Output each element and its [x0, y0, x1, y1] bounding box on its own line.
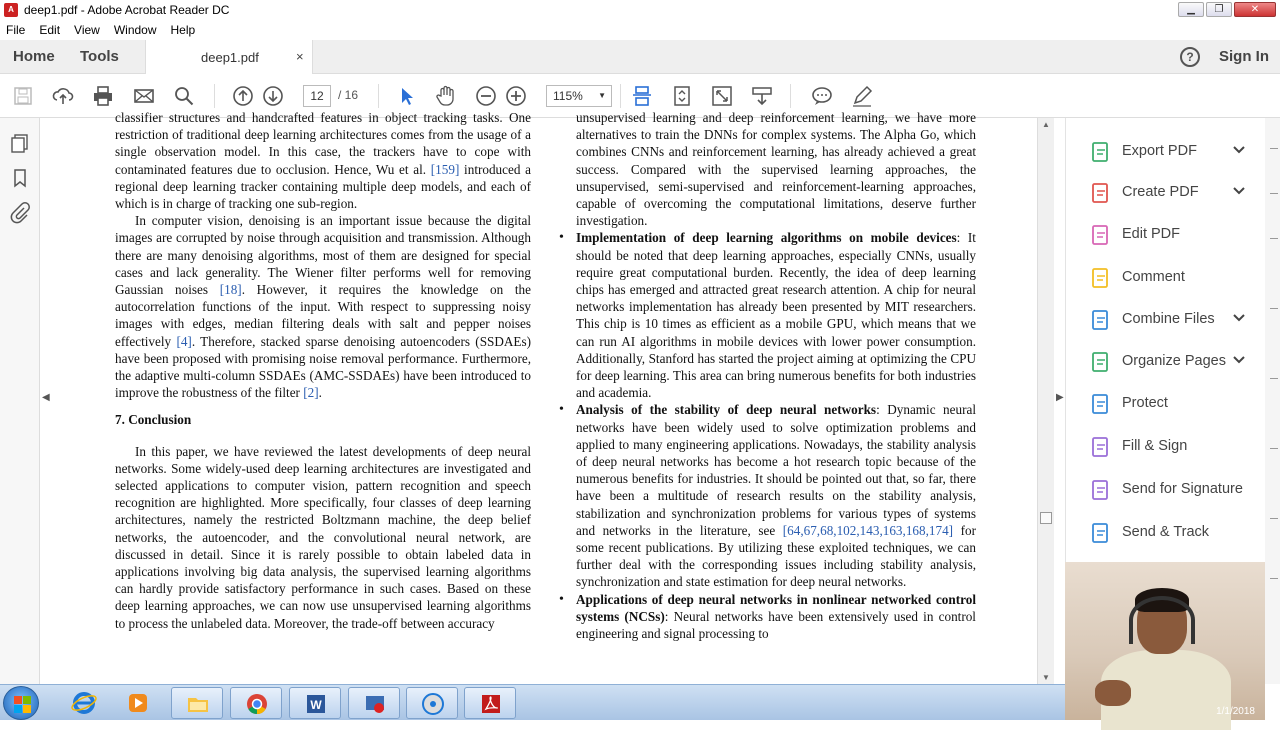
toolbar-divider — [620, 84, 621, 108]
restore-button[interactable]: ❐ — [1206, 2, 1232, 17]
page-column-left — [115, 109, 531, 632]
citation-link[interactable]: [2] — [303, 385, 319, 401]
document-viewport[interactable] — [55, 110, 1037, 684]
fit-page-icon[interactable] — [670, 84, 694, 108]
tool-label: Combine Files — [1122, 311, 1215, 327]
combine-files-icon — [1090, 309, 1112, 331]
chevron-down-icon: ▼ — [598, 91, 606, 100]
tool-organize-pages[interactable] — [1066, 346, 1266, 376]
bullet-item: • Implementation of deep learning algorithms on mobile devices: It should be noted that deep learning approaches, especially CNNs, usually require great computational burden. Recently, the idea of deep learning chips has emerged and attracted great research attention. A chip for neural networks implementation has already been presented by MIT researchers. This chip is 10 times as efficient as a mobile GPU, which means that we can run AI algorithms in mobile devices with lower power consumption. Additionally, Stanford has started the project aiming at optimizing the CPU for deep learning. This area can bring numerous benefits for both industries and academia. — [576, 229, 976, 401]
scroll-mode-icon[interactable] — [630, 84, 654, 108]
tool-protect[interactable] — [1066, 388, 1266, 418]
acrobat-app-icon: A — [4, 3, 18, 17]
create-pdf-icon — [1090, 182, 1112, 204]
menu-help[interactable]: Help — [170, 23, 196, 37]
left-navigation-rail — [0, 118, 40, 684]
menu-bar — [0, 20, 1280, 40]
dvd-icon[interactable] — [406, 687, 458, 719]
webcam-overlay — [1065, 562, 1265, 720]
fullscreen-icon[interactable] — [710, 84, 734, 108]
citation-link[interactable]: [18] — [219, 282, 242, 298]
chevron-down-icon[interactable] — [1232, 311, 1246, 328]
close-window-button[interactable]: ✕ — [1234, 2, 1276, 17]
tool-export-pdf[interactable] — [1066, 136, 1266, 166]
page-down-icon[interactable] — [261, 84, 285, 108]
file-explorer-icon[interactable] — [171, 687, 223, 719]
tool-label: Protect — [1122, 395, 1168, 411]
pages-icon[interactable] — [10, 134, 30, 154]
organize-pages-icon — [1090, 351, 1112, 373]
menu-view[interactable]: View — [74, 23, 100, 37]
internet-explorer-icon[interactable] — [58, 687, 110, 719]
send-signature-icon — [1090, 479, 1112, 501]
bullet-item: • Applications of deep neural networks in nonlinear networked control systems (NCSs): Neural networks have been extensively used in control engineering and signal processing to — [576, 591, 976, 643]
chrome-icon[interactable] — [230, 687, 282, 719]
title-bar — [0, 0, 1280, 20]
page-up-icon[interactable] — [231, 84, 255, 108]
window-title: deep1.pdf - Adobe Acrobat Reader DC — [24, 3, 230, 17]
paragraph: unsupervised learning and deep reinforcement learning, we have more alternatives to train the DNNs for complex systems. The Alpha Go, which combines CNNs and reinforcement learning, has already achieved a great success. Compared with the supervised learning approaches, the unsupervised, semi-supervised and reinforcement-learning approaches, capable of overcoming the computational limitations, deserve further investigation. — [576, 110, 976, 229]
scroll-up-icon[interactable]: ▲ — [1042, 120, 1050, 129]
tool-send-track[interactable] — [1066, 517, 1266, 547]
read-mode-icon[interactable] — [750, 84, 774, 108]
help-icon[interactable]: ? — [1180, 47, 1200, 67]
word-icon[interactable] — [289, 687, 341, 719]
edit-pdf-icon — [1090, 224, 1112, 246]
protect-icon — [1090, 393, 1112, 415]
export-pdf-icon — [1090, 141, 1112, 163]
tool-label: Send & Track — [1122, 524, 1210, 540]
menu-edit[interactable]: Edit — [39, 23, 61, 37]
tab-home[interactable]: Home — [13, 48, 55, 65]
screen-recorder-icon[interactable] — [348, 687, 400, 719]
tab-bar — [0, 40, 1280, 74]
tool-send-for-signature[interactable] — [1066, 474, 1266, 504]
pen-icon[interactable] — [850, 84, 874, 108]
svg-text:W: W — [310, 698, 322, 712]
toolbar-divider — [214, 84, 215, 108]
comment-icon — [1090, 267, 1112, 289]
media-player-icon[interactable] — [112, 687, 164, 719]
minimize-button[interactable]: ▁ — [1178, 2, 1204, 17]
tool-comment[interactable] — [1066, 262, 1266, 292]
section-heading: 7. Conclusion — [115, 412, 192, 428]
tool-label: Comment — [1122, 269, 1185, 285]
scroll-down-icon[interactable]: ▼ — [1042, 673, 1050, 682]
tool-create-pdf[interactable] — [1066, 177, 1266, 207]
save-icon[interactable] — [11, 84, 35, 108]
fill-sign-icon — [1090, 436, 1112, 458]
select-cursor-icon[interactable] — [394, 84, 418, 108]
chevron-down-icon[interactable] — [1232, 143, 1246, 160]
send-track-icon — [1090, 522, 1112, 544]
chevron-down-icon[interactable] — [1232, 184, 1246, 201]
tab-tools[interactable]: Tools — [80, 48, 119, 65]
tool-fill-sign[interactable] — [1066, 431, 1266, 461]
toolbar-divider — [378, 84, 379, 108]
citation-link[interactable]: [64,67,68,102,143,163,168,174] — [782, 522, 954, 538]
zoom-in-icon[interactable] — [504, 84, 528, 108]
scrollbar-thumb[interactable] — [1040, 512, 1052, 524]
attachment-icon[interactable] — [10, 202, 30, 222]
menu-window[interactable]: Window — [113, 23, 157, 37]
tool-label: Fill & Sign — [1122, 438, 1188, 454]
tool-label: Edit PDF — [1122, 226, 1181, 242]
start-button[interactable] — [3, 686, 39, 720]
citation-link[interactable]: [159] — [430, 161, 460, 177]
headphones — [1129, 596, 1195, 644]
tool-edit-pdf[interactable] — [1066, 219, 1266, 249]
clock-date: 1/1/2018 — [1216, 706, 1255, 717]
tool-combine-files[interactable] — [1066, 304, 1266, 334]
search-icon[interactable] — [172, 84, 196, 108]
email-icon[interactable] — [132, 84, 156, 108]
tab-document[interactable] — [145, 40, 313, 75]
print-icon[interactable] — [91, 84, 115, 108]
tool-label: Create PDF — [1122, 184, 1199, 200]
comment-icon[interactable] — [810, 84, 834, 108]
tool-label: Export PDF — [1122, 143, 1197, 159]
acrobat-icon[interactable] — [464, 687, 516, 719]
tool-label: Send for Signature — [1122, 481, 1243, 497]
page-number-input[interactable]: 12 — [303, 85, 331, 107]
zoom-select[interactable] — [546, 85, 612, 107]
paragraph: In this paper, we have reviewed the latest developments of deep neural networks. Some widely-used deep learning architectures are investigated and selected applications to computer vision, pattern recognition and speech recognition are highlighted. More specifically, four classes of deep learning architectures, namely the restricted Boltzmann machine, the deep belief networks, the autoencoder, and the convolutional neural network, are discussed in detail. Since it is rarely possible to obtain labeled data in applications involving big data analysis, the supervised learning algorithms can hardly provide satisfactory performance in such cases. Based on these deep learning approaches, we can now use unsupervised learning algorithms to process the unlabeled data. Moreover, the trade-off between accuracy — [115, 443, 531, 631]
sign-in-button[interactable]: Sign In — [1219, 48, 1269, 65]
bookmark-icon[interactable] — [10, 168, 30, 188]
page-total: / 16 — [338, 88, 359, 102]
zoom-value: 115% — [553, 89, 583, 103]
toolbar-divider — [790, 84, 791, 108]
window-controls — [1178, 2, 1276, 17]
menu-file[interactable]: File — [6, 23, 26, 37]
paragraph: In computer vision, denoising is an important issue because the digital images are corrupted by noise through acquisition and transmission. Although there are many denoising algorithms, most of them are designed for special cases and lack generality. The Wiener filter performs well for removing Gaussian noises [18]. However, it requires the knowledge on the autocorrelation functions of the input. With respect to suppressing noisy images with edges, median filtering deals with salt and pepper noises effectively [4]. Therefore, stacked sparse denoising autoencoders (SSDAEs) have been proposed with promising noise removal performance. Furthermore, the adaptive multi-column SSDAEs (AMC-SSDAEs) have been introduced to improve the robustness of the filter [2]. — [115, 213, 531, 401]
collapse-right-arrow-icon[interactable]: ▶ — [1056, 392, 1064, 403]
document-tab-label: deep1.pdf — [201, 50, 259, 65]
tool-label: Organize Pages — [1122, 353, 1226, 369]
close-tab-icon[interactable]: × — [296, 49, 304, 64]
hand-icon[interactable] — [434, 84, 458, 108]
document-scrollbar[interactable] — [1037, 118, 1054, 684]
tools-pane-scrollbar[interactable] — [1265, 118, 1280, 684]
page-column-right — [576, 109, 976, 642]
collapse-left-arrow-icon[interactable]: ◀ — [42, 392, 50, 403]
taskbar — [0, 684, 1065, 720]
zoom-out-icon[interactable] — [474, 84, 498, 108]
bullet-item: • Analysis of the stability of deep neural networks: Dynamic neural networks have been widely used to solve optimization problems and applied to many engineering applications. Nowadays, the stability analysis of deep neural networks has become a hot research topic because of the numerous benefits for industries. It should be pointed out that, so far, there have been a multitude of research results on the stability analysis, stabilization and synchronization problems for various types of systems and networks in the literature, see [64,67,68,102,143,163,168,174] for some recent publications. By utilizing these exploited techniques, we can further deal with the corresponding issues including stability analysis, synchronization and state estimation for deep neural networks. — [576, 401, 976, 590]
tools-pane — [1065, 118, 1265, 562]
paragraph: classifier structures and handcrafted features in object tracking tasks. One restriction of traditional deep learning architectures comes from the usage of a single observation model. In this case, the trackers have to cope with contaminated features due to occlusion. Hence, Wu et al. [159] introduced a regional deep learning tracker containing multiple deep models, and each of which is in charge of tracking one sub-region. — [115, 110, 532, 212]
upload-icon[interactable] — [51, 84, 75, 108]
citation-link[interactable]: [4] — [176, 333, 192, 349]
chevron-down-icon[interactable] — [1232, 353, 1246, 370]
person-hand — [1095, 680, 1131, 706]
